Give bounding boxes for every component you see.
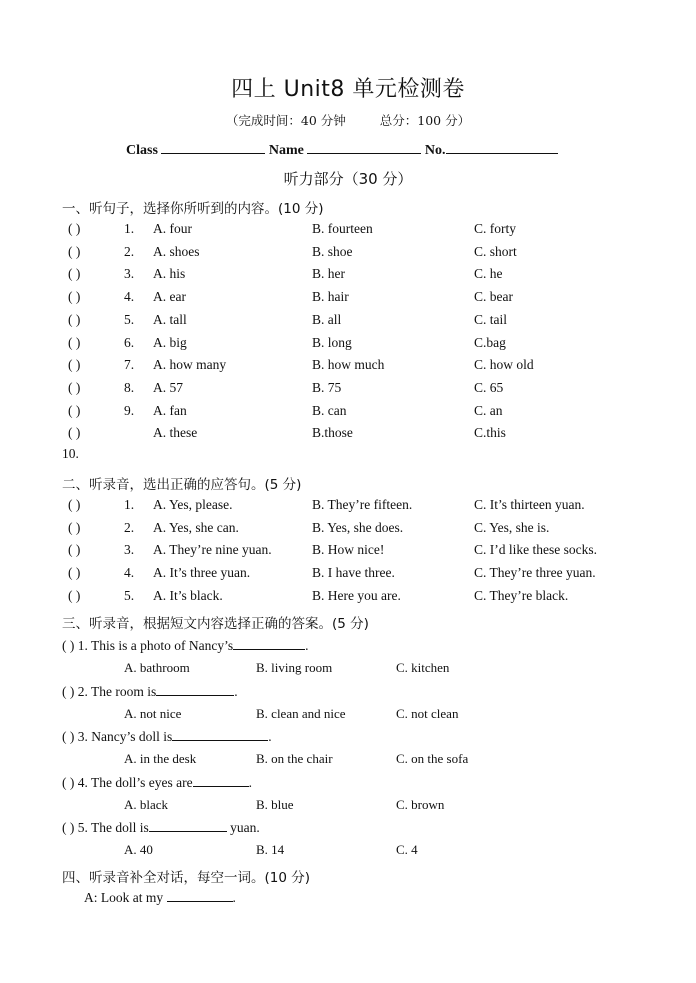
answer-bracket[interactable]: ( ) (68, 587, 81, 603)
option-b[interactable]: B. 14 (256, 842, 285, 858)
answer-blank[interactable] (233, 637, 305, 650)
question-3 (62, 728, 272, 745)
option-a[interactable]: A. 57 (153, 379, 183, 395)
question-text: ( ) 3. Nancy’s doll is (62, 729, 173, 745)
option-b[interactable]: B. living room (256, 660, 333, 675)
answer-blank[interactable] (149, 819, 227, 832)
question-number: 3. (124, 542, 135, 558)
class-blank[interactable] (161, 141, 265, 154)
option-a[interactable]: A. shoes (153, 243, 200, 259)
question-number: 7. (124, 357, 135, 373)
section1-trailing-num: 10. (62, 446, 79, 461)
option-b[interactable]: B. hair (312, 289, 349, 305)
option-b[interactable]: B. Yes, she does. (312, 519, 404, 535)
question-5 (62, 819, 260, 836)
option-c[interactable]: C.this (474, 425, 506, 441)
no-blank[interactable] (446, 141, 558, 154)
section4-title: 四、听录音补全对话，每空一词。(10 分) (62, 870, 311, 886)
option-b[interactable]: B. on the chair (256, 751, 333, 767)
answer-bracket[interactable]: ( ) (68, 497, 81, 512)
option-a[interactable]: A. in the desk (124, 751, 197, 767)
question-number: 5. (124, 311, 135, 327)
question-number: 4. (124, 289, 135, 305)
question-text: ( ) 5. The doll is (62, 820, 149, 836)
answer-bracket[interactable]: ( ) (68, 565, 81, 581)
question-number: 5. (124, 587, 135, 603)
option-a[interactable]: A. It’s black. (153, 587, 223, 603)
question-4 (62, 774, 252, 791)
question-text: ( ) 2. The room is (62, 683, 157, 699)
option-c[interactable]: C.bag (474, 334, 506, 350)
answer-bracket[interactable]: ( ) (68, 425, 81, 441)
option-b[interactable]: B. I have three. (312, 565, 395, 581)
option-a[interactable]: A. ear (153, 289, 186, 305)
option-b[interactable]: B. shoe (312, 243, 353, 259)
option-a[interactable]: A. black (124, 796, 169, 812)
option-c[interactable]: C. 4 (396, 842, 418, 858)
option-b[interactable]: B. all (312, 311, 342, 327)
question-end: yuan. (226, 820, 260, 836)
option-a[interactable]: A. not nice (124, 705, 182, 721)
score-note: 总分：100 分） (379, 113, 471, 128)
question-end: . (234, 683, 238, 699)
section3-title: 三、听录音，根据短文内容选择正确的答案。(5 分) (62, 616, 369, 632)
option-c[interactable]: C. how old (474, 357, 534, 373)
answer-bracket[interactable]: ( ) (68, 519, 81, 535)
question-end: . (305, 638, 309, 653)
option-c[interactable]: C. he (474, 266, 503, 282)
question-end: . (248, 774, 252, 790)
option-b[interactable]: B. fourteen (312, 221, 373, 236)
option-b[interactable]: B. How nice! (312, 542, 385, 558)
answer-bracket[interactable]: ( ) (68, 266, 81, 282)
option-a[interactable]: A. his (153, 266, 186, 282)
question-number: 2. (124, 519, 135, 535)
option-b[interactable]: B. can (312, 402, 347, 418)
option-b[interactable]: B. long (312, 334, 352, 350)
page-title: 四上 Unit8 单元检测卷 (231, 77, 465, 102)
question-1 (62, 637, 308, 654)
answer-bracket[interactable]: ( ) (68, 334, 81, 350)
class-label: Class (126, 143, 158, 158)
option-c[interactable]: C. on the sofa (396, 751, 469, 767)
option-a[interactable]: A. They’re nine yuan. (153, 542, 272, 558)
answer-blank[interactable] (193, 774, 249, 787)
name-blank[interactable] (307, 141, 421, 154)
option-c[interactable]: C. They’re three yuan. (474, 565, 596, 581)
option-a[interactable]: A. It’s three yuan. (153, 565, 251, 581)
answer-bracket[interactable]: ( ) (68, 402, 81, 418)
option-b[interactable]: B. 75 (312, 379, 342, 395)
question-end: . (268, 729, 272, 745)
question-number: 1. (124, 221, 135, 236)
option-b[interactable]: B. clean and nice (256, 705, 346, 721)
answer-bracket[interactable]: ( ) (68, 542, 81, 558)
student-info-line (126, 141, 558, 159)
answer-bracket[interactable]: ( ) (68, 379, 81, 395)
exam-info (0, 111, 696, 129)
no-label: No. (424, 143, 446, 158)
answer-bracket[interactable]: ( ) (68, 243, 81, 259)
option-c[interactable]: C. Yes, she is. (474, 519, 550, 535)
option-c[interactable]: C. forty (474, 221, 516, 236)
section2-title: 二、听录音，选出正确的应答句。(5 分) (62, 477, 302, 493)
option-c[interactable]: C. bear (474, 289, 513, 305)
option-b[interactable]: B. They’re fifteen. (312, 497, 413, 512)
question-number: 3. (124, 266, 135, 282)
option-a[interactable]: A. four (153, 221, 192, 236)
option-c[interactable]: C. They’re black. (474, 587, 569, 603)
listening-part-title: 听力部分（30 分） (283, 170, 413, 188)
option-c[interactable]: C. short (474, 243, 517, 259)
dialog-line-text: A: Look at my (84, 890, 164, 905)
name-label: Name (268, 143, 304, 158)
answer-bracket[interactable]: ( ) (68, 289, 81, 305)
option-b[interactable]: B. her (312, 266, 345, 282)
option-a[interactable]: A. fan (153, 402, 187, 418)
option-a[interactable]: A. 40 (124, 842, 153, 858)
option-c[interactable]: C. brown (396, 796, 445, 812)
option-c[interactable]: C. I’d like these socks. (474, 542, 597, 558)
option-b[interactable]: B.those (312, 425, 353, 441)
question-number: 2. (124, 243, 135, 259)
answer-blank[interactable] (172, 728, 268, 741)
answer-bracket[interactable]: ( ) (68, 221, 81, 236)
answer-blank[interactable] (167, 889, 233, 902)
option-a[interactable]: A. Yes, she can. (153, 519, 239, 535)
option-b[interactable]: B. how much (312, 357, 385, 373)
question-number: 8. (124, 379, 135, 395)
option-c[interactable]: C. It’s thirteen yuan. (474, 497, 585, 512)
question-number: 9. (124, 402, 135, 418)
option-c[interactable]: C. an (474, 402, 503, 418)
question-2 (62, 683, 238, 700)
section1-title: 一、听句子，选择你所听到的内容。(10 分) (62, 201, 324, 217)
option-c[interactable]: C. 65 (474, 379, 504, 395)
option-c[interactable]: C. not clean (396, 705, 459, 721)
question-number: 6. (124, 334, 135, 350)
question-number: 4. (124, 565, 135, 581)
option-c[interactable]: C. tail (474, 311, 507, 327)
section4-line1: A: Look at my . (84, 890, 236, 905)
answer-blank[interactable] (156, 683, 234, 696)
option-a[interactable]: A. how many (153, 357, 227, 373)
option-a[interactable]: A. bathroom (124, 660, 190, 675)
question-text: ( ) 1. This is a photo of Nancy’s (62, 638, 234, 653)
option-b[interactable]: B. Here you are. (312, 587, 401, 603)
option-a[interactable]: A. tall (153, 311, 187, 327)
option-a[interactable]: A. Yes, please. (153, 497, 233, 512)
option-c[interactable]: C. kitchen (396, 660, 450, 675)
answer-bracket[interactable]: ( ) (68, 311, 81, 327)
option-a[interactable]: A. big (153, 334, 187, 350)
question-number: 1. (124, 497, 135, 512)
question-text: ( ) 4. The doll’s eyes are (62, 774, 193, 790)
option-b[interactable]: B. blue (256, 796, 294, 812)
time-note: （完成时间：40 分钟 (225, 113, 346, 128)
answer-bracket[interactable]: ( ) (68, 357, 81, 373)
option-a[interactable]: A. these (153, 425, 198, 441)
